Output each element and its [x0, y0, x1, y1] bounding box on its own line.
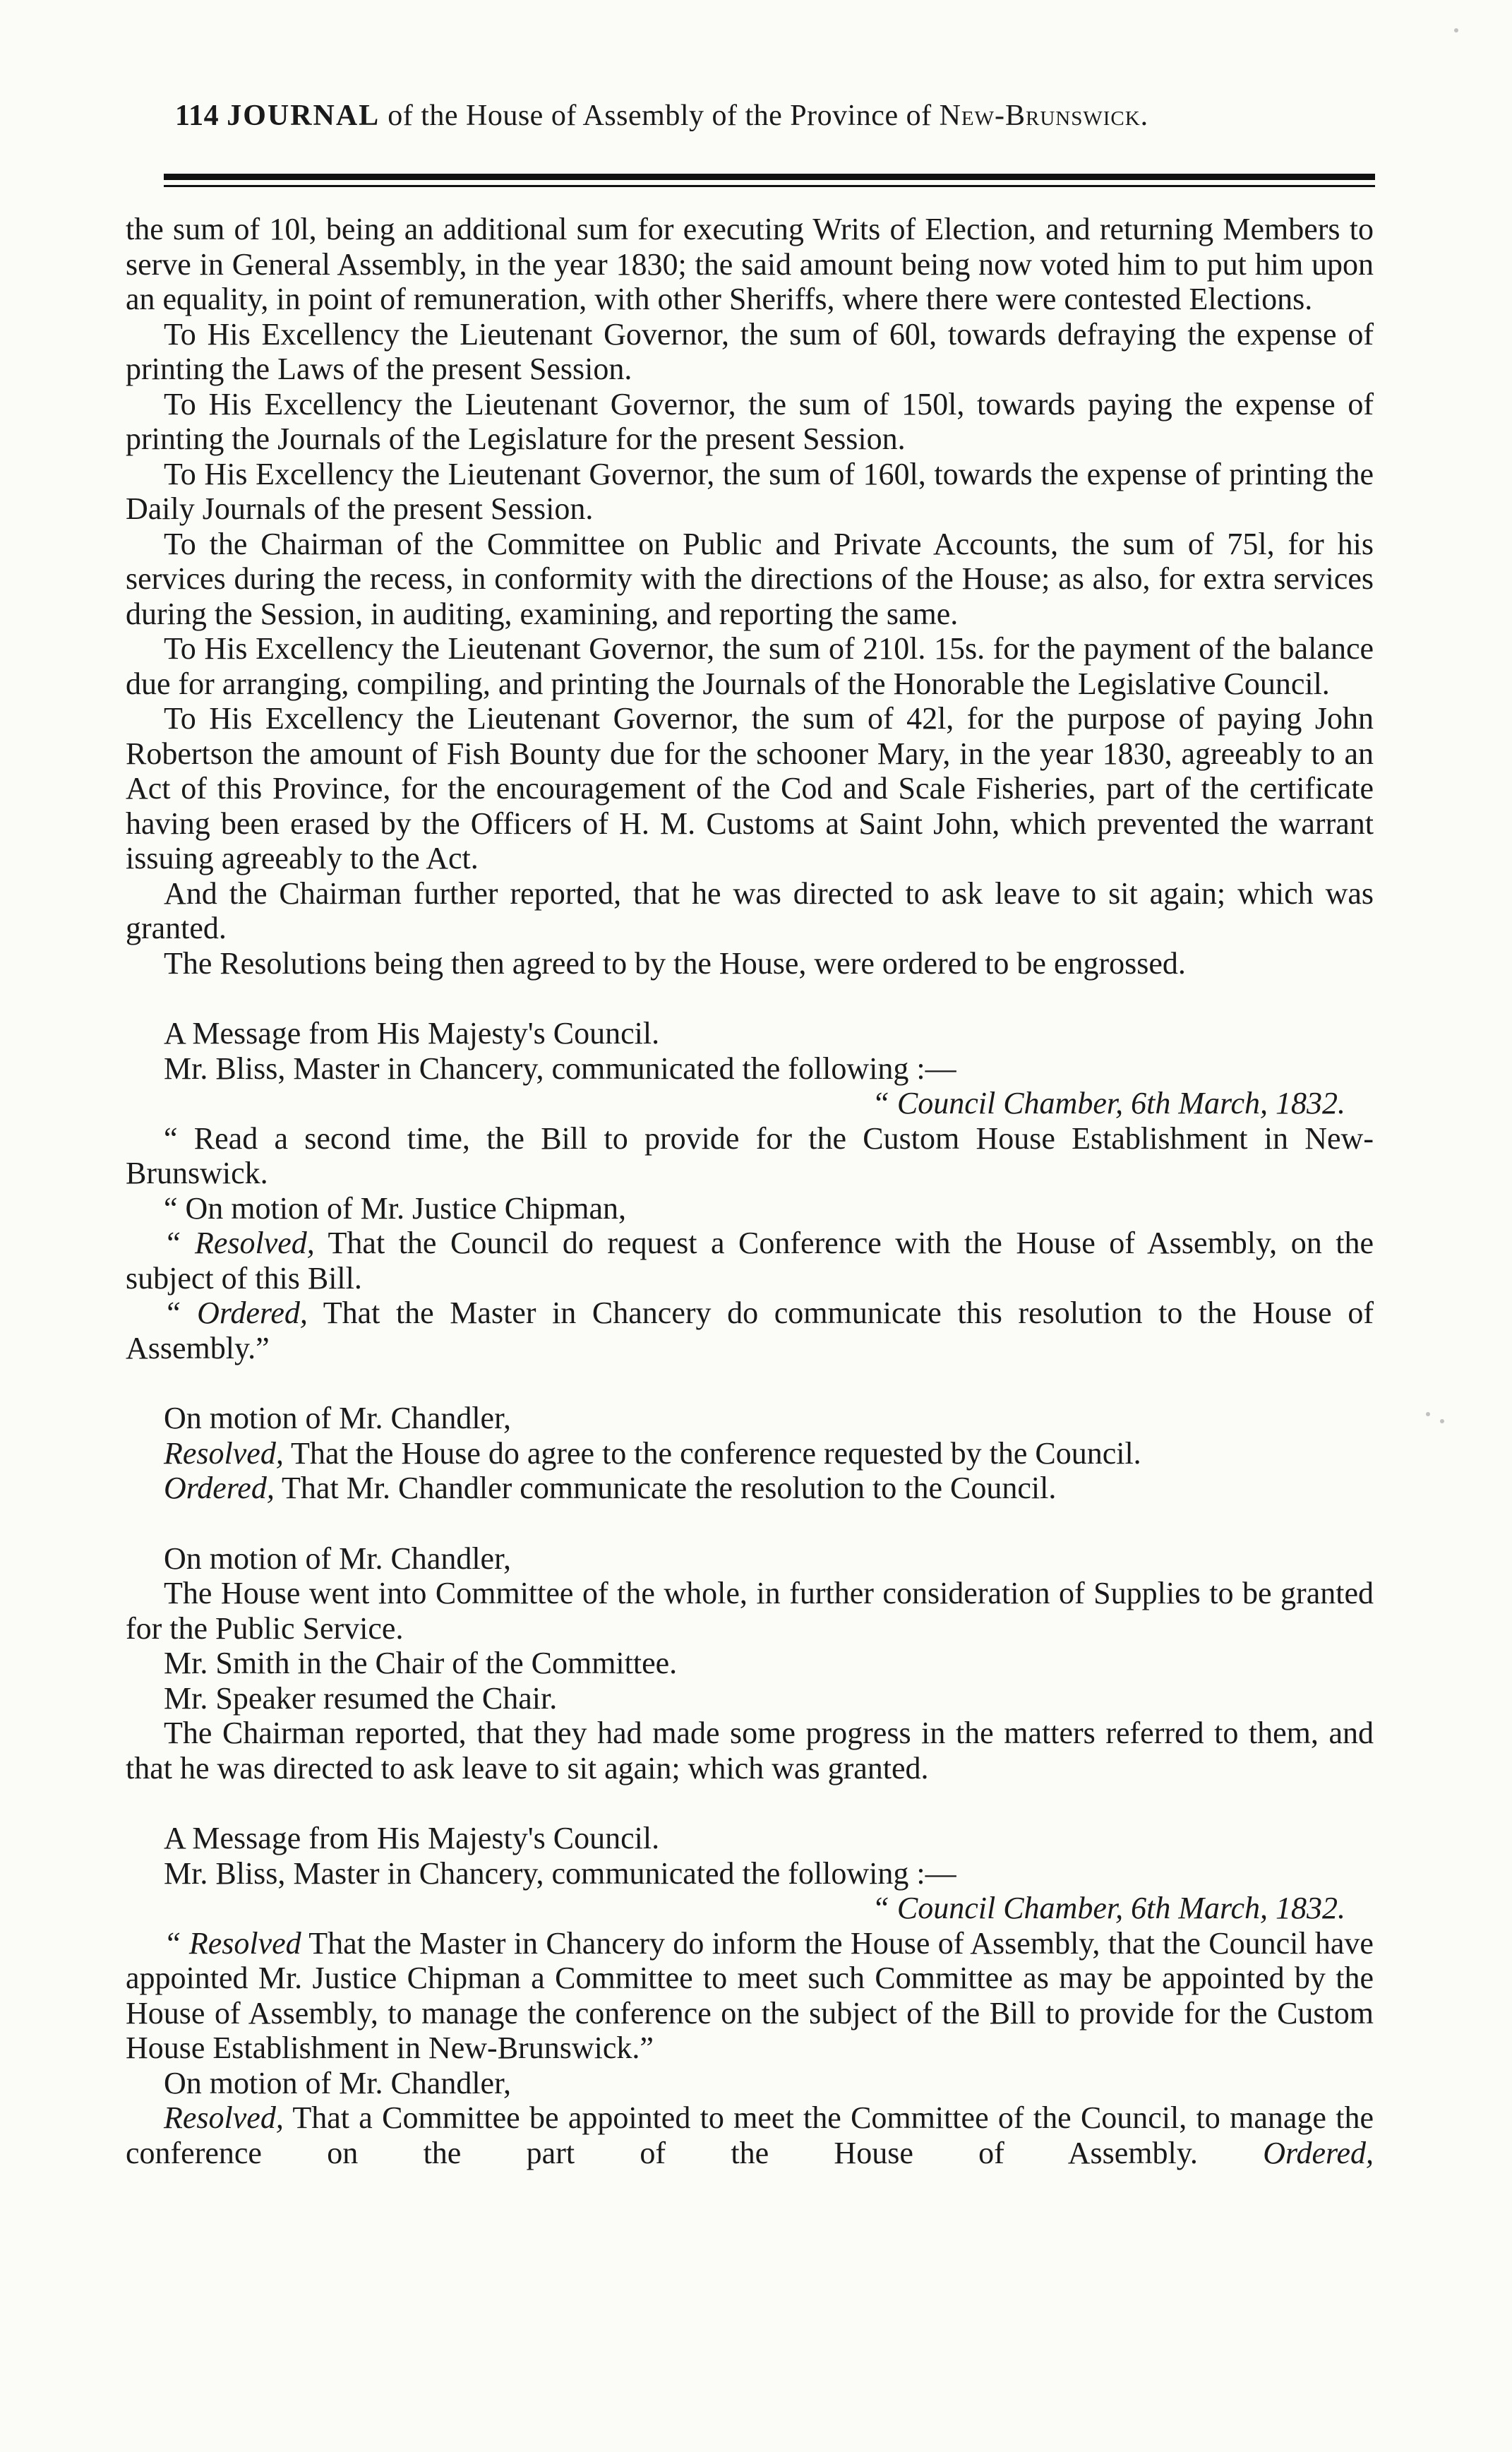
paragraph: The House went into Committee of the whole, in further consideration of Supplies to be granted for the Public Service.	[126, 1576, 1374, 1646]
paragraph: The Resolutions being then agreed to by the House, were ordered to be engrossed.	[164, 945, 1186, 981]
ordered-label: Ordered,	[164, 1471, 275, 1505]
paragraph: Mr. Speaker resumed the Chair.	[164, 1680, 558, 1716]
paragraph: To His Excellency the Lieutenant Governor, the sum of 210l. 15s. for the payment of the balance due for arranging, compiling, and printing the Journals of the Honorable the Legislative Council.	[126, 631, 1374, 701]
paragraph: “ Resolved, That the Council do request a Conference with the House of Assembly, on the subject of this Bill.	[126, 1226, 1374, 1296]
page-body	[126, 212, 1374, 2170]
council-message-heading: A Message from His Majesty's Council.	[164, 1821, 660, 1855]
dateline: “ Council Chamber, 6th March, 1832.	[872, 1086, 1345, 1120]
paragraph: “ Ordered, That the Master in Chancery do communicate this resolution to the House of Assembly.”	[126, 1296, 1374, 1365]
page-speck	[1426, 1412, 1430, 1416]
resolved-label: “ Resolved	[164, 1925, 301, 1961]
paragraph: To His Excellency the Lieutenant Governor, the sum of 150l, towards paying the expense of printing the Journals of the Legislature for the present Session.	[126, 386, 1374, 456]
paragraph: To the Chairman of the Committee on Public and Private Accounts, the sum of 75l, for his services during the recess, in conformity with the directions of the House; as also, for extra services during the Session, in auditing, examining, and reporting the same.	[126, 526, 1374, 631]
resolved-label: Resolved,	[164, 1435, 284, 1471]
paragraph: And the Chairman further reported, that he was directed to ask leave to sit again; which was granted.	[126, 875, 1374, 945]
paragraph: Mr. Bliss, Master in Chancery, communicated the following :—	[164, 1051, 956, 1086]
journal-word: JOURNAL	[227, 100, 380, 132]
paragraph: “ On motion of Mr. Justice Chipman,	[164, 1190, 627, 1226]
ordered-label: “ Ordered,	[164, 1296, 308, 1330]
paragraph: Mr. Bliss, Master in Chancery, communicated the following :—	[164, 1855, 956, 1891]
page-speck	[1454, 28, 1458, 32]
resolved-label: Resolved,	[164, 2100, 284, 2135]
paragraph: To His Excellency the Lieutenant Governor, the sum of 160l, towards the expense of printing the Daily Journals of the present Session.	[126, 456, 1374, 526]
province-name: New-Brunswick.	[939, 100, 1149, 132]
paragraph: Resolved, That a Committee be appointed to meet the Committee of the Council, to manage the conference on the part of the House of Assembly. Ordered,	[126, 2100, 1374, 2170]
paragraph: “ Resolved That the Master in Chancery do inform the House of Assembly, that the Council have appointed Mr. Justice Chipman a Committee to meet such Committee as may be appointed by the House of Assembly, to manage the conference on the subject of the Bill to provide for the Custom House Establishment in New-Brunswick.”	[126, 1925, 1374, 2065]
paragraph: Mr. Smith in the Chair of the Committee.	[164, 1646, 678, 1680]
paragraph: Ordered, That Mr. Chandler communicate the resolution to the Council.	[164, 1471, 1057, 1505]
catchword: Ordered,	[1263, 2135, 1374, 2170]
header-title: of the House of Assembly of the Province of	[388, 100, 932, 132]
page-number: 114	[175, 100, 220, 132]
dateline: “ Council Chamber, 6th March, 1832.	[872, 1891, 1345, 1925]
paragraph: On motion of Mr. Chandler,	[164, 1541, 511, 1576]
council-message-heading: A Message from His Majesty's Council.	[164, 1016, 660, 1051]
page-speck	[1440, 1419, 1444, 1423]
paragraph: Resolved, That the House do agree to the conference requested by the Council.	[164, 1435, 1141, 1471]
paragraph: To His Excellency the Lieutenant Governor, the sum of 42l, for the purpose of paying John Robertson the amount of Fish Bounty due for the schooner Mary, in the year 1830, agreeably to an Act of this Province, for the encouragement of the Cod and Scale Fisheries, part of the certificate having been erased by the Officers of H. M. Customs at Saint John, which prevented the warrant issuing agreeably to the Act.	[126, 701, 1374, 875]
paragraph: On motion of Mr. Chandler,	[164, 2065, 511, 2100]
paragraph: To His Excellency the Lieutenant Governor, the sum of 60l, towards defraying the expense of printing the Laws of the present Session.	[126, 316, 1374, 386]
paragraph: On motion of Mr. Chandler,	[164, 1401, 511, 1435]
paragraph: the sum of 10l, being an additional sum for executing Writs of Election, and returning Members to serve in General Assembly, in the year 1830; the said amount being now voted him to put him upon an equality, in point of remuneration, with other Sheriffs, where there were contested Elections.	[126, 212, 1374, 316]
header-rule-thin	[164, 185, 1375, 187]
paragraph: “ Read a second time, the Bill to provide for the Custom House Establishment in New-Brunswick.	[126, 1120, 1374, 1190]
resolved-label: “ Resolved,	[164, 1226, 315, 1260]
header-rule-thick	[164, 174, 1375, 180]
running-header	[175, 99, 1375, 133]
paragraph: The Chairman reported, that they had made some progress in the matters referred to them, and that he was directed to ask leave to sit again; which was granted.	[126, 1716, 1374, 1786]
